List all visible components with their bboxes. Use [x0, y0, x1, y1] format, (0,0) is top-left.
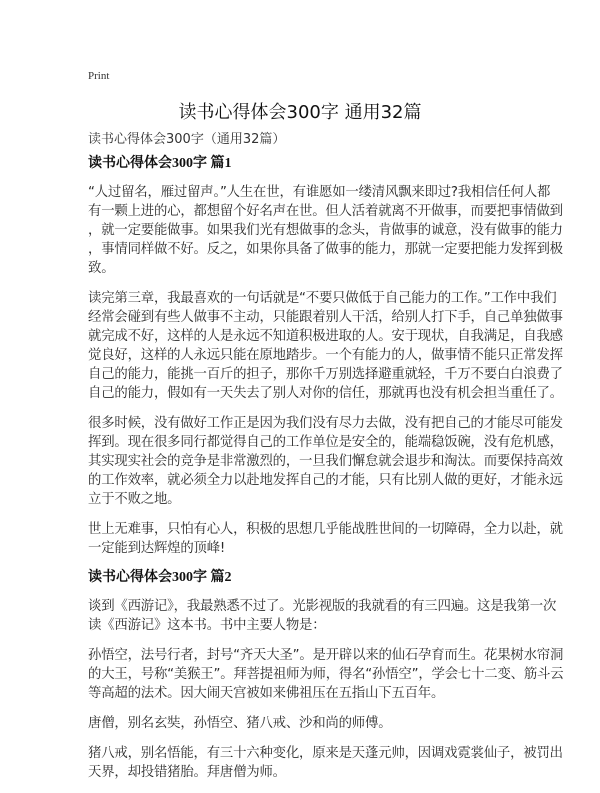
text-line: 谈到《西游记》，我最熟悉不过了。光影视版的我就看的有三四遍。这是我第一次 — [88, 599, 557, 614]
text-line: 挥到。现在很多同行都觉得自己的工作单位是安全的，能端稳饭碗，没有危机感， — [88, 435, 563, 450]
text-line: 立于不败之地。 — [88, 492, 181, 507]
text-line: 猪八戒，别名悟能，有三十六种变化，原来是天蓬元帅，因调戏霓裳仙子，被罚出 — [88, 746, 563, 761]
paragraph — [88, 714, 528, 733]
essay-section — [88, 155, 563, 558]
text-line: 世上无难事，只怕有心人，积极的思想几乎能战胜世间的一切障碍，全力以赴，就 — [88, 522, 563, 537]
paragraph — [88, 520, 563, 558]
text-line: 的大王，号称“美猴王”。拜菩提祖师为师，得名“孙悟空”，学会七十二变、筋斗云 — [88, 667, 564, 682]
text-line: 就完成不好，这样的人是永远不知道积极进取的人。安于现状，自我满足，自我感 — [88, 329, 563, 344]
text-line: 有一颗上进的心，都想留个好名声在世。但人活着就离不开做事，而要把事情做到 — [88, 204, 563, 219]
text-line: 很多时候，没有做好工作正是因为我们没有尽力去做，没有把自己的才能尽可能发 — [88, 416, 563, 431]
text-line: 唐僧，别名玄奘，孙悟空、猪八戒、沙和尚的师傅。 — [88, 716, 392, 731]
text-line: 天界，却投错猪胎。拜唐僧为师。 — [88, 765, 286, 780]
text-line: 读完第三章，我最喜欢的一句话就是“不要只做低于自己能力的工作。”工作中我们 — [88, 291, 557, 306]
paragraph — [88, 744, 563, 782]
text-line: ，就一定要能做事。如果我们光有想做事的念头，肯做事的诚意，没有做事的能力 — [88, 223, 563, 238]
paragraph — [88, 646, 564, 703]
text-line: 孙悟空，法号行者，封号“齐天大圣”。是开辟以来的仙石孕育而生。花果树水帘洞 — [88, 648, 564, 663]
essay-section — [88, 569, 564, 782]
text-line: 自己的能力，假如有一天失去了别人对你的信任，那就再也没有机会担当重任了。 — [88, 386, 563, 401]
text-line: 的工作效率，就必须全力以赴地发挥自己的才能，只有比别人做的更好，才能永远 — [88, 473, 563, 488]
text-line: 致。 — [88, 261, 115, 276]
text-line: 自己的能力，能挑一百斤的担子，那你千万别选择避重就轻，千万不要白白浪费了 — [88, 367, 563, 382]
text-line: 读《西游记》这本书。书中主要人物是： — [88, 618, 326, 633]
section-heading: 读书心得体会300字 篇2 — [88, 570, 232, 585]
document-subtitle: 读书心得体会300字（通用32篇） — [88, 132, 286, 147]
paragraph — [88, 289, 563, 403]
section-heading: 读书心得体会300字 篇1 — [88, 156, 232, 171]
text-line: ，事情同样做不好。反之，如果你具备了做事的能力，那就一定要把能力发挥到极 — [88, 242, 563, 257]
page-title: 读书心得体会300字 通用32篇 — [178, 102, 422, 123]
paragraph — [88, 183, 563, 278]
print-link[interactable]: Print — [88, 70, 110, 82]
document-body — [88, 155, 564, 793]
text-line: 经常会碰到有些人做事不主动，只能跟着别人干活，给别人打下手，自己单独做事 — [88, 310, 563, 325]
text-line: 一定能到达辉煌的顶峰! — [88, 541, 226, 556]
paragraph — [88, 597, 557, 635]
text-line: 其实现实社会的竞争是非常激烈的，一旦我们懈怠就会退步和淘汰。而要保持高效 — [88, 454, 563, 469]
text-line: “人过留名，雁过留声。”人生在世，有谁愿如一缕清风飘来即过?我相信任何人都 — [88, 185, 551, 200]
text-line: 觉良好，这样的人永远只能在原地踏步。一个有能力的人，做事情不能只正常发挥 — [88, 348, 563, 363]
paragraph — [88, 414, 563, 509]
text-line: 等高超的法术。因大闹天宫被如来佛祖压在五指山下五百年。 — [88, 686, 445, 701]
